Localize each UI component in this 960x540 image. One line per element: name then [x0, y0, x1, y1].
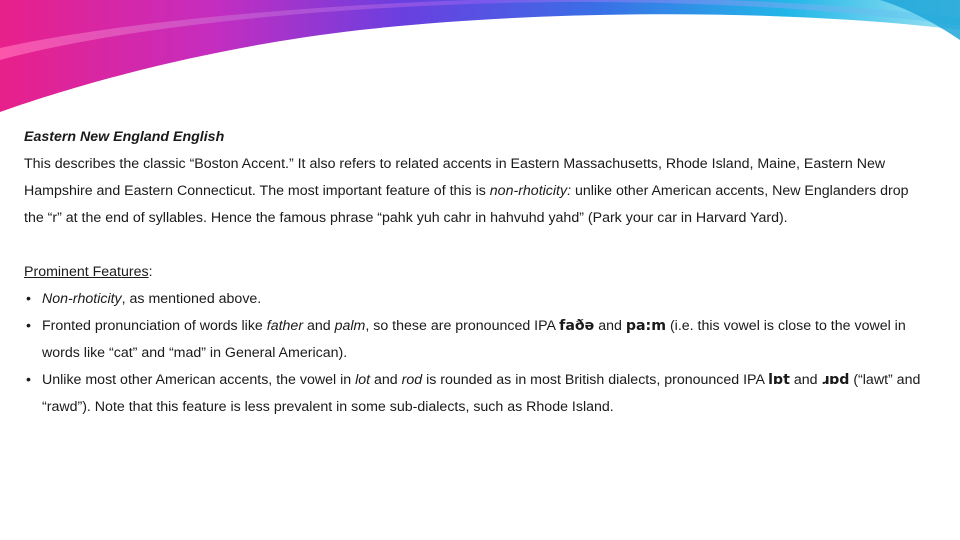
ipa-transcription: faðə [559, 318, 595, 334]
list-item [24, 286, 924, 313]
intro-emphasis: non-rhoticity: [489, 183, 572, 199]
decorative-banner [0, 0, 960, 120]
feature-text: , so these are pronounced IPA [365, 318, 560, 334]
slide-heading: Eastern New England English [24, 129, 225, 145]
feature-emphasis: lot [355, 372, 371, 388]
feature-text: and [594, 318, 626, 334]
intro-text: This describes the classic “Boston Accent.” It also refers to related accents in Eastern Massachusetts, Rhode Island, Maine, Eastern New Hampshire and Eastern Connecticut. The most important feature of this is [24, 156, 886, 199]
intro-text-rest: unlike other American accents, New Englanders drop the “r” at the end of syllables. Hence the famous phrase “pahk yuh cahr in hahvuhd yahd” (Park your car in Harvard Yard). [24, 183, 909, 226]
feature-text: and [370, 372, 402, 388]
features-list [24, 286, 924, 421]
feature-text: , as mentioned above. [121, 291, 262, 307]
feature-text: (“lawt” and “rawd”). Note that this feature is less prevalent in some sub-dialects, such as Rhode Island. [42, 372, 921, 415]
features-title [24, 259, 924, 286]
spacer [24, 232, 924, 259]
feature-text: is rounded as in most British dialects, pronounced IPA [422, 372, 769, 388]
intro-paragraph [24, 151, 924, 232]
feature-text: and [789, 372, 822, 388]
feature-emphasis: palm [334, 318, 366, 334]
feature-emphasis: Non-rhoticity [42, 291, 122, 307]
list-item [24, 367, 924, 421]
list-item [24, 313, 924, 367]
ipa-transcription: pa:m [625, 318, 667, 334]
feature-text: Fronted pronunciation of words like [42, 318, 267, 334]
features-title-colon: : [148, 264, 153, 280]
banner-wave-main [0, 0, 960, 112]
ipa-transcription: ɹɒd [821, 372, 850, 388]
feature-text: (i.e. this vowel is close to the vowel in words like “cat” and “mad” in General American). [42, 318, 906, 361]
feature-emphasis: rod [401, 372, 423, 388]
features-title-text: Prominent Features [24, 264, 149, 280]
ipa-transcription: lɒt [768, 372, 790, 388]
feature-emphasis: father [266, 318, 304, 334]
feature-text: Unlike most other American accents, the vowel in [42, 372, 356, 388]
feature-text: and [303, 318, 335, 334]
slide-body [24, 124, 924, 421]
